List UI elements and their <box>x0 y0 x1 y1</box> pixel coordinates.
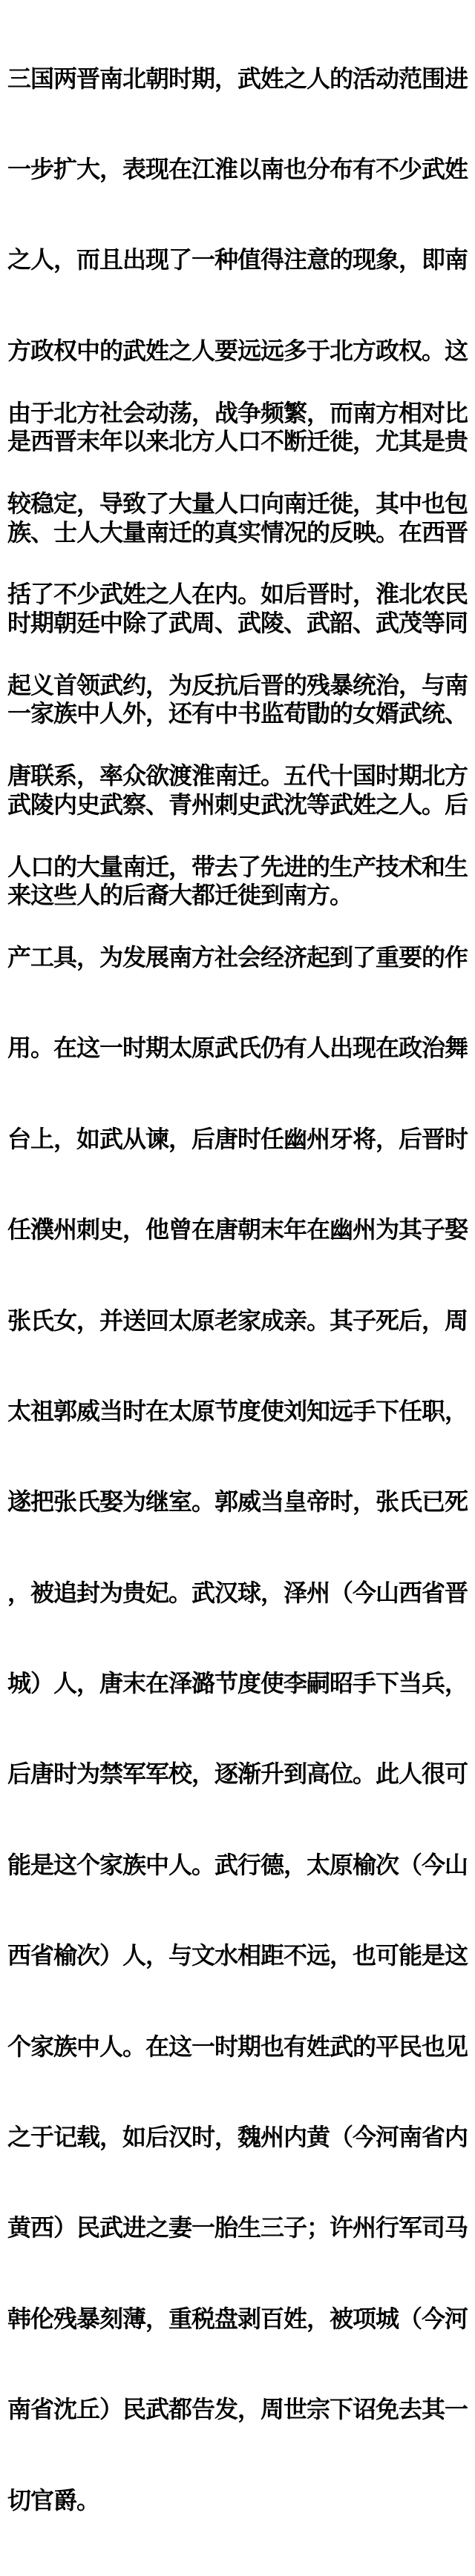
text-line: 用。在这一时期太原武氏仍有人出现在政治舞 <box>7 1034 468 1063</box>
text-line: 黄西）民武进之妻一胎生三子；许州行军司马 <box>7 2213 468 2242</box>
text-line: 之人，而且出现了一种值得注意的现象，即南 <box>7 245 468 274</box>
text-line: 个家族中人。在这一时期也有姓武的平民也见 <box>7 2032 468 2061</box>
text-line: 之于记载，如后汉时，魏州内黄（今河南省内 <box>7 2123 468 2152</box>
text-line: 能是这个家族中人。武行德，太原榆次（今山 <box>7 1850 468 1879</box>
text-line: 武陵内史武察、青州刺史武沈等武姓之人。后 <box>7 790 468 819</box>
text-line: 人口的大量南迁，带去了先进的生产技术和生 <box>7 852 468 881</box>
text-line: 后唐时为禁军军校，逐渐升到高位。此人很可 <box>7 1760 468 1789</box>
text-line: 唐联系，率众欲渡淮南迁。五代十国时期北方 <box>7 762 468 790</box>
text-line: 三国两晋南北朝时期，武姓之人的活动范围进 <box>7 64 468 93</box>
text-line: 是西晋末年以来北方人口不断迁徙，尤其是贵 <box>7 427 468 456</box>
text-line: 一家族中人外，还有中书监荀勖的女婿武统、 <box>7 699 468 728</box>
text-line: 来这些人的后裔大都迁徙到南方。 <box>7 881 353 910</box>
text-line: ，被追封为贵妃。武汉球，泽州（今山西省晋 <box>7 1578 468 1607</box>
text-line: 南省沈丘）民武都告发，周世宗下诏免去其一 <box>7 2395 468 2424</box>
text-line: 任濮州刺史，他曾在唐朝末年在幽州为其子娶 <box>7 1215 468 1244</box>
text-line: 较稳定，导致了大量人口向南迁徙，其中也包 <box>7 489 468 518</box>
text-line: 由于北方社会动荡，战争频繁，而南方相对比 <box>7 398 468 427</box>
text-line: 方政权中的武姓之人要远远多于北方政权。这 <box>7 336 468 365</box>
text-line: 一步扩大，表现在江淮以南也分布有不少武姓 <box>7 154 468 183</box>
text-line: 族、士人大量南迁的真实情况的反映。在西晋 <box>7 518 468 546</box>
text-line: 韩伦残暴刻薄，重税盘剥百姓，被项城（今河 <box>7 2304 468 2333</box>
text-line: 城）人，唐末在泽潞节度使李嗣昭手下当兵， <box>7 1669 468 1698</box>
text-line: 括了不少武姓之人在内。如后晋时，淮北农民 <box>7 580 468 609</box>
paragraph-five-dynasties <box>7 337 471 2576</box>
text-line: 时期朝廷中除了武周、武陵、武韶、武茂等同 <box>7 608 468 637</box>
text-line: 产工具，为发展南方社会经济起到了重要的作 <box>7 942 468 971</box>
text-line: 太祖郭威当时在太原节度使刘知远手下任职， <box>7 1396 468 1425</box>
text-line: 起义首领武约，为反抗后晋的残暴统治，与南 <box>7 670 468 699</box>
text-line: 西省榆次）人，与文水相距不远，也可能是这 <box>7 1941 468 1970</box>
text-line: 遂把张氏娶为继室。郭威当皇帝时，张氏已死 <box>7 1487 468 1516</box>
text-line: 张氏女，并送回太原老家成亲。其子死后，周 <box>7 1306 468 1335</box>
text-line: 切官爵。 <box>7 2486 100 2514</box>
text-line: 台上，如武从谏，后唐时任幽州牙将，后晋时 <box>7 1124 468 1153</box>
